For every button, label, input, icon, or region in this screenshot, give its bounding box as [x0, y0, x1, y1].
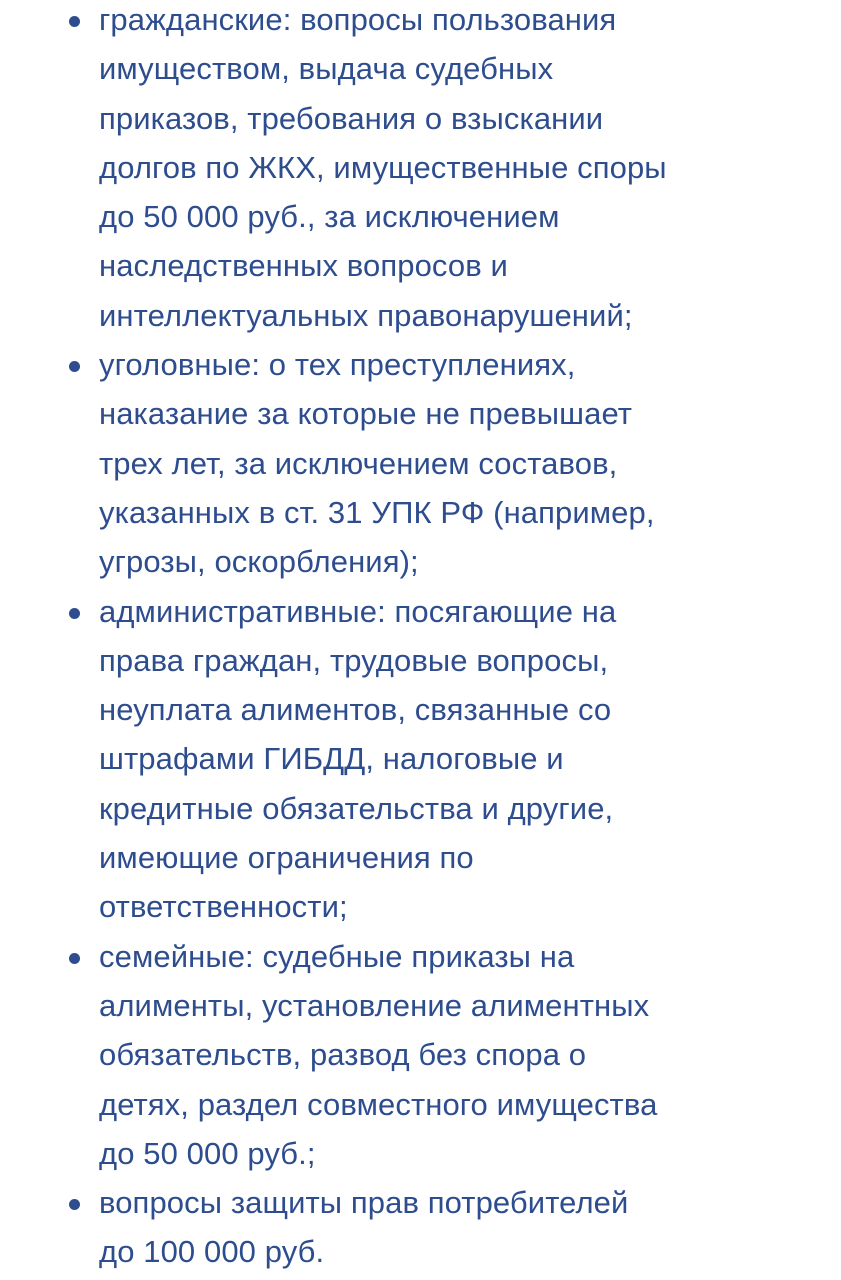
bullet-dot-icon	[69, 953, 80, 964]
list-item-family	[0, 932, 841, 1178]
text-line: неуплата алиментов, связанные со	[99, 692, 612, 728]
text-line: уголовные: о тех преступлениях,	[99, 347, 576, 383]
text-line: кредитные обязательства и другие,	[99, 790, 614, 826]
text-line: до 50 000 руб.;	[99, 1135, 316, 1171]
bullet-dot-icon	[69, 608, 80, 619]
text-line: указанных в ст. 31 УПК РФ (например,	[99, 494, 655, 530]
text-line: права граждан, трудовые вопросы,	[99, 642, 609, 678]
text-line: гражданские: вопросы пользования	[99, 2, 617, 37]
text-line: алименты, установление алиментных	[99, 987, 650, 1023]
text-line: штрафами ГИБДД, налоговые и	[99, 741, 564, 777]
list-item-administrative	[0, 587, 841, 932]
text-line: наследственных вопросов и	[99, 248, 508, 284]
text-line: семейные: судебные приказы на	[99, 938, 575, 974]
text-line: наказание за которые не превышает	[99, 396, 633, 432]
text-line: вопросы защиты прав потребителей	[99, 1185, 629, 1221]
list-item-civil	[0, 0, 841, 340]
text-line: интеллектуальных правонарушений;	[99, 297, 633, 333]
list-item-consumer-rights	[0, 1178, 841, 1277]
bullet-dot-icon	[69, 16, 80, 27]
list-item-criminal	[0, 340, 841, 586]
text-line: имеющие ограничения по	[99, 840, 474, 876]
text-line: долгов по ЖКХ, имущественные споры	[99, 149, 667, 185]
text-line: трех лет, за исключением составов,	[99, 445, 618, 481]
bullet-dot-icon	[69, 361, 80, 372]
text-line: приказов, требования о взыскании	[99, 100, 604, 136]
text-line: обязательств, развод без спора о	[99, 1037, 587, 1073]
text-line: имуществом, выдача судебных	[99, 51, 554, 87]
text-line: административные: посягающие на	[99, 593, 617, 629]
text-line: угрозы, оскорбления);	[99, 544, 419, 580]
bullet-dot-icon	[69, 1199, 80, 1210]
text-line: до 50 000 руб., за исключением	[99, 199, 560, 235]
text-line: до 100 000 руб.	[99, 1234, 325, 1270]
text-line: ответственности;	[99, 889, 348, 925]
text-line: детях, раздел совместного имущества	[99, 1086, 658, 1122]
